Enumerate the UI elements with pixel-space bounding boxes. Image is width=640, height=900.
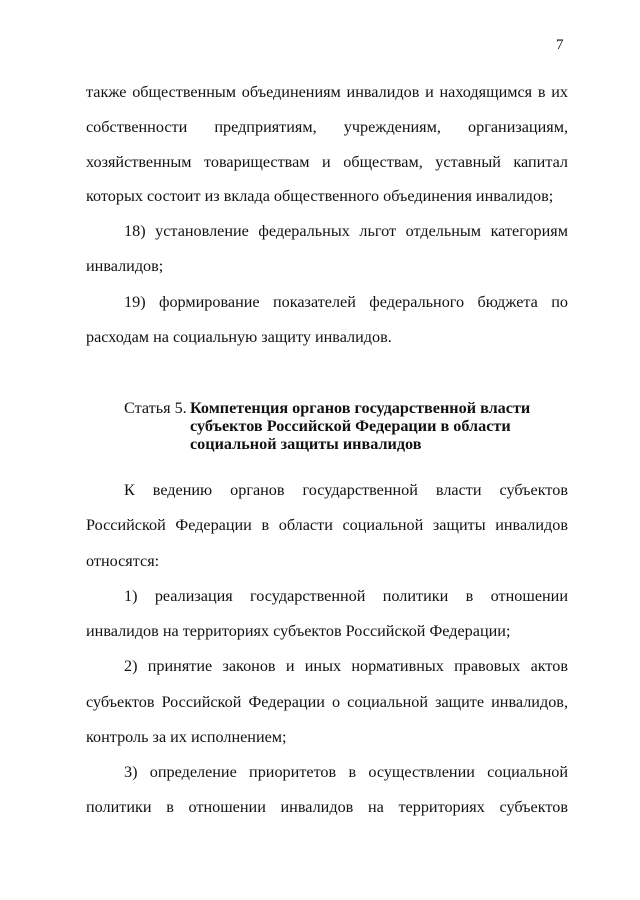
article-prefix: Статья 5. bbox=[124, 399, 187, 417]
text-line: субъектов Российской Федерации о социальной защите инвалидов, bbox=[86, 693, 568, 711]
text-line: 3) определение приоритетов в осуществлении социальной bbox=[124, 763, 568, 781]
text-line: относятся: bbox=[86, 552, 160, 570]
text-line: 2) принятие законов и иных нормативных правовых актов bbox=[124, 657, 568, 675]
text-line: которых состоит из вклада общественного объединения инвалидов; bbox=[86, 187, 554, 205]
article-heading bbox=[124, 399, 544, 417]
text-line: инвалидов; bbox=[86, 257, 164, 275]
text-line: 19) формирование показателей федерального бюджета по bbox=[124, 293, 568, 311]
text-line: Российской Федерации в области социальной защиты инвалидов bbox=[86, 516, 568, 534]
text-line: расходам на социальную защиту инвалидов. bbox=[86, 328, 392, 346]
text-line: политики в отношении инвалидов на территориях субъектов bbox=[86, 798, 568, 816]
page-number: 7 bbox=[556, 37, 564, 53]
text-line: контроль за их исполнением; bbox=[86, 728, 287, 746]
text-line: 18) установление федеральных льгот отдельным категориям bbox=[124, 222, 568, 240]
text-line: инвалидов на территориях субъектов Российской Федерации; bbox=[86, 622, 511, 640]
article-title-line: субъектов Российской Федерации в области bbox=[190, 417, 511, 435]
text-line: собственности предприятиям, учреждениям, организациям, bbox=[86, 118, 568, 136]
text-line: хозяйственным товариществам и обществам, уставный капитал bbox=[86, 153, 568, 171]
text-line: 1) реализация государственной политики в отношении bbox=[124, 587, 568, 605]
article-title-line: социальной защиты инвалидов bbox=[190, 435, 422, 453]
text-line: К ведению органов государственной власти субъектов bbox=[124, 481, 568, 499]
article-title-line: Компетенция органов государственной власти bbox=[190, 399, 531, 417]
text-line: также общественным объединениям инвалидов и находящимся в их bbox=[86, 83, 568, 101]
